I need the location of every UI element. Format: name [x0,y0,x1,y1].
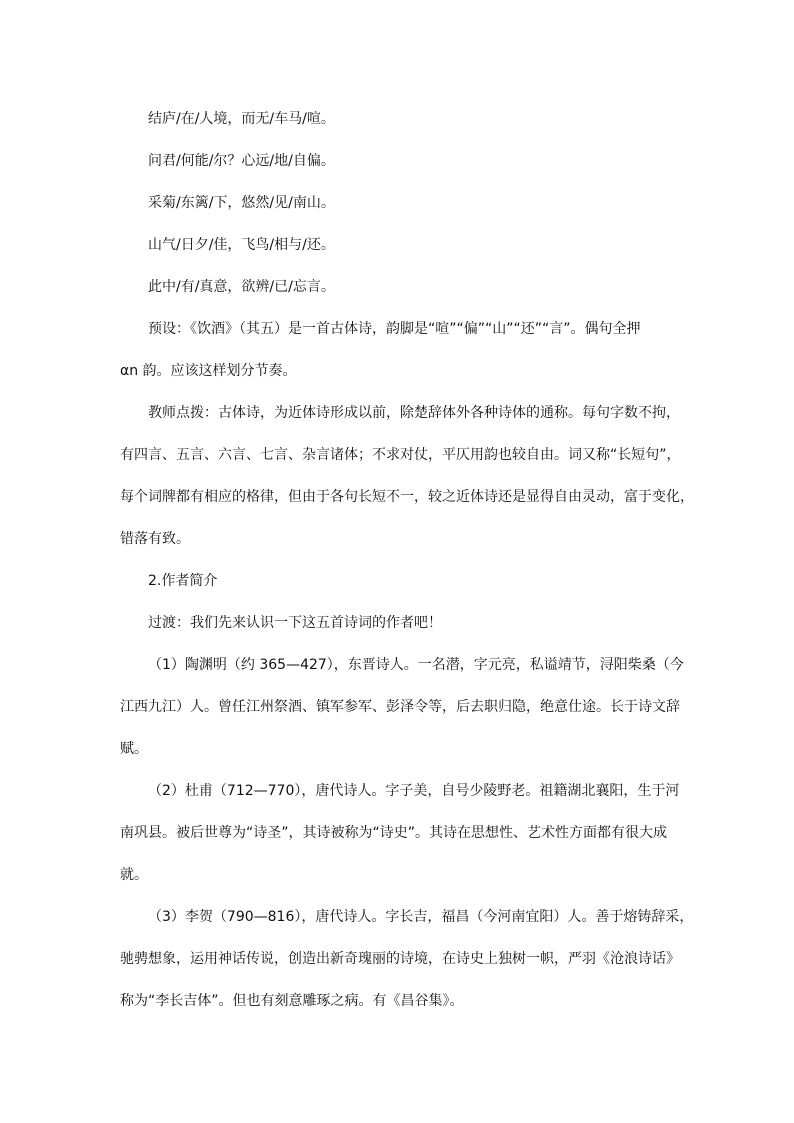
tao-yuanming-line-3: 赋。 [120,741,148,757]
li-he-line-1: （3）李贺（790—816），唐代诗人。字长吉，福昌（今河南宜阳）人。善于熔铸辞采， [148,909,694,925]
poem-line-4: 山气/日夕/佳，飞鸟/相与/还。 [148,237,335,253]
poem-line-1: 结庐/在/人境，而无/车马/喧。 [148,111,335,127]
du-fu-line-3: 就。 [120,867,148,883]
poem-line-5: 此中/有/真意，欲辨/已/忘言。 [148,279,335,295]
poem-line-3: 采菊/东篱/下，悠然/见/南山。 [148,195,335,211]
du-fu-line-2: 南巩县。被后世尊为“诗圣”，其诗被称为“诗史”。其诗在思想性、艺术性方面都有很大成 [120,825,668,841]
li-he-line-3: 称为“李长吉体”。但也有刻意雕琢之病。有《昌谷集》。 [120,993,464,1009]
teacher-note-line-4: 错落有致。 [120,531,190,547]
section-heading-author-intro: 2.作者简介 [148,573,218,589]
preset-paragraph-line-2: αn 韵。应该这样划分节奏。 [120,363,297,379]
transition-line: 过渡：我们先来认识一下这五首诗词的作者吧！ [148,615,442,631]
teacher-note-line-2: 有四言、五言、六言、七言、杂言诸体；不求对仗，平仄用韵也较自由。词又称“长短句”， [120,447,681,463]
li-he-line-2: 驰骋想象，运用神话传说，创造出新奇瑰丽的诗境，在诗史上独树一帜，严羽《沧浪诗话》 [120,951,680,967]
preset-paragraph-line-1: 预设：《饮酒》（其五）是一首古体诗，韵脚是“喧”“偏”“山”“还”“言”。偶句全押 [148,321,641,337]
teacher-note-line-3: 每个词牌都有相应的格律，但由于各句长短不一，较之近体诗还是显得自由灵动，富于变化， [120,489,694,505]
teacher-note-line-1: 教师点拨：古体诗，为近体诗形成以前，除楚辞体外各种诗体的通称。每句字数不拘， [148,405,680,421]
tao-yuanming-line-1: （1）陶渊明（约 365—427），东晋诗人。一名潜，字元亮，私谥靖节，浔阳柴桑（今 [148,657,684,673]
tao-yuanming-line-2: 江西九江）人。曾任江州祭酒、镇军参军、彭泽令等，后去职归隐，绝意仕途。长于诗文辞 [120,699,680,715]
poem-line-2: 问君/何能/尔？心远/地/自偏。 [148,153,335,169]
du-fu-line-1: （2）杜甫（712—770），唐代诗人。字子美，自号少陵野老。祖籍湖北襄阳，生于河 [148,783,680,799]
